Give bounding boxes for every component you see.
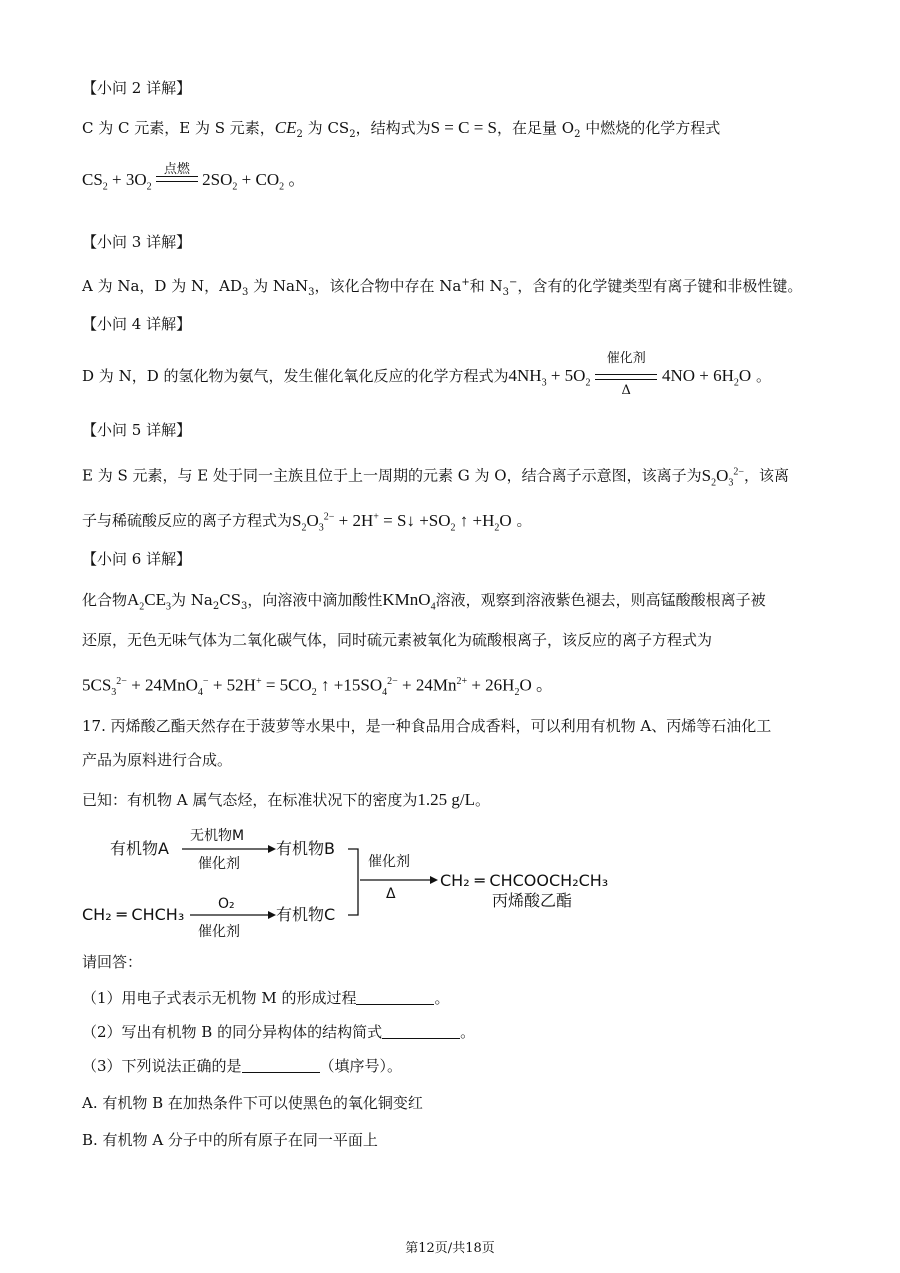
q6-heading: 【小问 6 详解】 [82, 550, 192, 568]
sub-q2: （2）写出有机物 B 的同分异构体的结构简式 。 [82, 1023, 476, 1041]
answer-blank-2[interactable] [382, 1024, 460, 1039]
diagram-o2: O₂ [218, 896, 235, 912]
q4-heading: 【小问 4 详解】 [82, 315, 192, 333]
q2-heading: 【小问 2 详解】 [82, 79, 192, 97]
synthesis-diagram [82, 822, 642, 944]
answer-blank-3[interactable] [242, 1058, 320, 1073]
diagram-delta: Δ [386, 886, 396, 902]
diagram-propene: CH₂ ═ CHCH₃ [82, 905, 185, 924]
q3-heading: 【小问 3 详解】 [82, 233, 192, 251]
diagram-product: CH₂ ═ CHCOOCH₂CH₃ [440, 871, 609, 890]
bracket [348, 849, 358, 915]
option-a: A. 有机物 B 在加热条件下可以使黑色的氧化铜变红 [82, 1094, 423, 1112]
q5-line2: 子与稀硫酸反应的离子方程式为$S_2O_3^{2-} + 2H^+$ = S↓ $+SO_2$ ↑ $+H_2O$ 。 [82, 510, 532, 534]
q5-heading: 【小问 5 详解】 [82, 421, 192, 439]
diagram-a: 有机物A [110, 839, 169, 858]
page-footer: 第12页/共18页 [405, 1241, 495, 1256]
diagram-product-name: 丙烯酸乙酯 [492, 891, 573, 910]
q5-line1: E 为 S 元素，与 E 处于同一主族且位于上一周期的元素 G 为 O，结合离子示意图，该离子为$S_2O_3^{2-}$，该离 [82, 465, 790, 489]
q6-equation: $5CS_3^{2-} + 24MnO_4^- + 52H^+ = 5CO_2$ ↑ $+15SO_4^{2-} + 24Mn^{2+} + 26H_2O$ 。 [82, 675, 553, 699]
q17-line1: 17. 丙烯酸乙酯天然存在于菠萝等水果中，是一种食品用合成香料，可以利用有机物 A、丙烯等石油化工 [82, 717, 772, 735]
sub-q1: （1）用电子式表示无机物 M 的形成过程 。 [82, 989, 450, 1007]
diagram-c: 有机物C [276, 905, 336, 924]
q17-line2: 产品为原料进行合成。 [82, 751, 233, 769]
diagram-cat1: 催化剂 [198, 856, 240, 872]
diagram-b: 有机物B [276, 839, 335, 858]
option-b: B. 有机物 A 分子中的所有原子在同一平面上 [82, 1131, 378, 1149]
diagram-cat3: 催化剂 [368, 854, 410, 870]
q2-line1: C 为 C 元素，E 为 S 元素，$CE_2$ 为 $CS_2$，结构式为S = C = S，在足量 $O_2$ 中燃烧的化学方程式 [82, 118, 721, 140]
sub-q3: （3）下列说法正确的是 （填序号）。 [82, 1057, 403, 1075]
q3-line: A 为 Na，D 为 N，$AD_3$ 为 NaN$_3$，该化合物中存在 Na+和 $N_3^-$，含有的化学键类型有离子键和非极性键。 [82, 277, 803, 298]
diagram-cat2: 催化剂 [198, 924, 240, 940]
q2-equation: $CS_2 + 3O_2$ 点燃 $2SO_2 + CO_2$ 。 [82, 161, 306, 193]
q6-line1: 化合物$A_2CE_3$为 $Na_2CS_3$，向溶液中滴加酸性KMnO$_4$溶液，观察到溶液紫色褪去，则高锰酸酸根离子被 [82, 590, 766, 613]
q17-known: 已知：有机物 A 属气态烃，在标准状况下的密度为1.25 g/L。 [82, 790, 490, 809]
q4-line: D 为 N，D 的氢化物为氨气，发生催化氧化反应的化学方程式为$4NH_3 + 5O_2$ 催化剂 Δ $4NO + 6H_2O$ 。 [82, 351, 771, 398]
diagram-m: 无机物M [190, 828, 245, 844]
q6-line2: 还原，无色无味气体为二氧化碳气体，同时硫元素被氧化为硫酸根离子，该反应的离子方程式为 [82, 631, 713, 649]
answer-blank-1[interactable] [356, 990, 434, 1005]
ask: 请回答： [82, 953, 143, 971]
